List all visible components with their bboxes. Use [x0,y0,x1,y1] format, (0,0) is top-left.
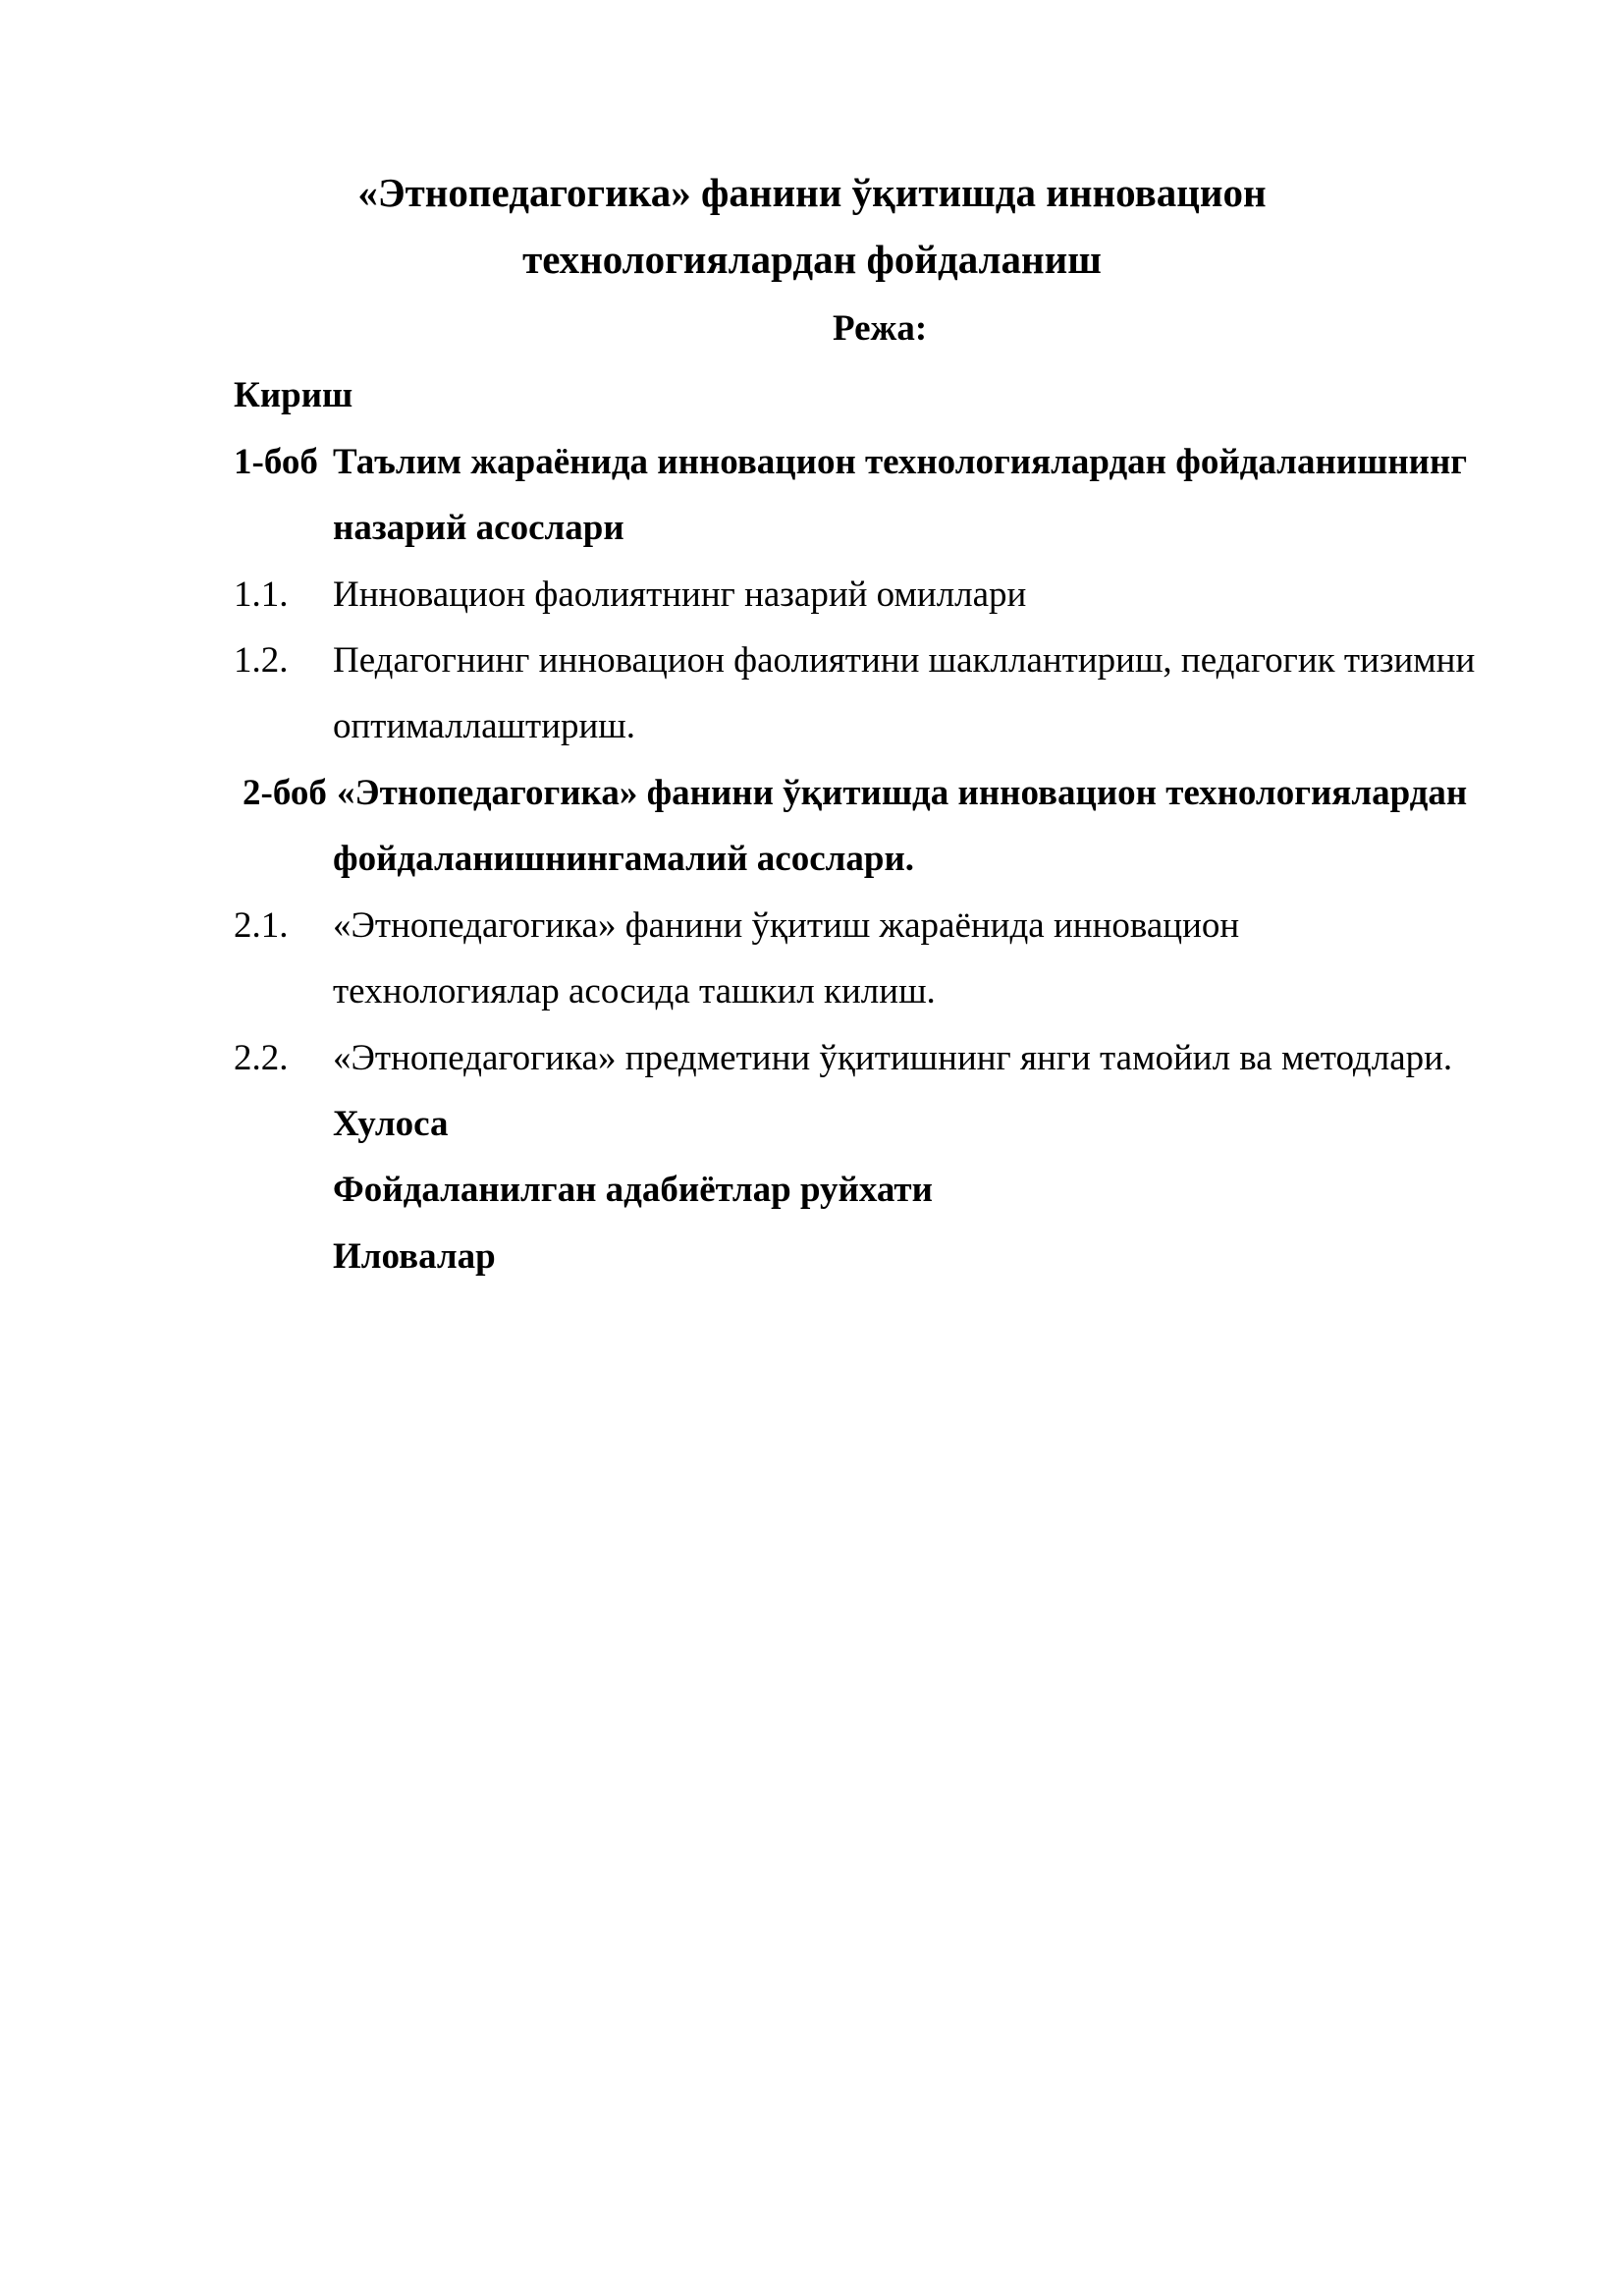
toc-section-2-1-text-line-1: «Этнопедагогика» фанини ўқитиш жараёнида инновацион [333,905,1240,946]
toc-section-1-1-number: 1.1. [234,574,289,615]
toc-chapter-2-title-line-1: «Этнопедагогика» фанини ўқитишда инновацион технологиялардан [337,773,1468,813]
toc-chapter-1-title-line-1: Таълим жараёнида инновацион технологиялардан фойдаланишнинг [333,442,1468,482]
toc-section-2-1-text-line-2: технологиялар асосида ташкил килиш. [333,971,936,1011]
toc-section-2-2-text: «Этнопедагогика» предметини ўқитишнинг янги тамойил ва методлари. [333,1038,1453,1078]
toc-section-1-2-text-line-2: оптималлаштириш. [333,706,636,746]
toc-chapter-2-label: 2-боб [243,773,327,813]
toc-chapter-2-title-line-2: фойдаланишнингамалий асослари. [333,839,915,879]
toc-chapter-1-title-line-2: назарий асослари [333,508,624,548]
toc-intro: Кириш [234,375,353,415]
toc-chapter-1-label: 1-боб [234,442,318,482]
toc-section-1-2-text-line-1: Педагогнинг инновацион фаолиятини шакллантириш, педагогик тизимни [333,640,1476,681]
toc-section-1-1-text: Инновацион фаолиятнинг назарий омиллари [333,574,1027,615]
toc-section-1-2-number: 1.2. [234,640,289,681]
document-title-line-1: «Этнопедагогика» фанини ўқитишда инновацион [357,170,1267,215]
toc-references: Фойдаланилган адабиётлар руйхати [333,1170,933,1210]
toc-section-2-2-number: 2.2. [234,1038,289,1078]
plan-heading: Режа: [833,308,928,349]
toc-section-2-1-number: 2.1. [234,905,289,946]
toc-appendices: Иловалар [333,1236,496,1277]
document-title-line-2: технологиялардан фойдаланиш [522,237,1102,282]
toc-conclusion: Хулоса [333,1104,449,1144]
